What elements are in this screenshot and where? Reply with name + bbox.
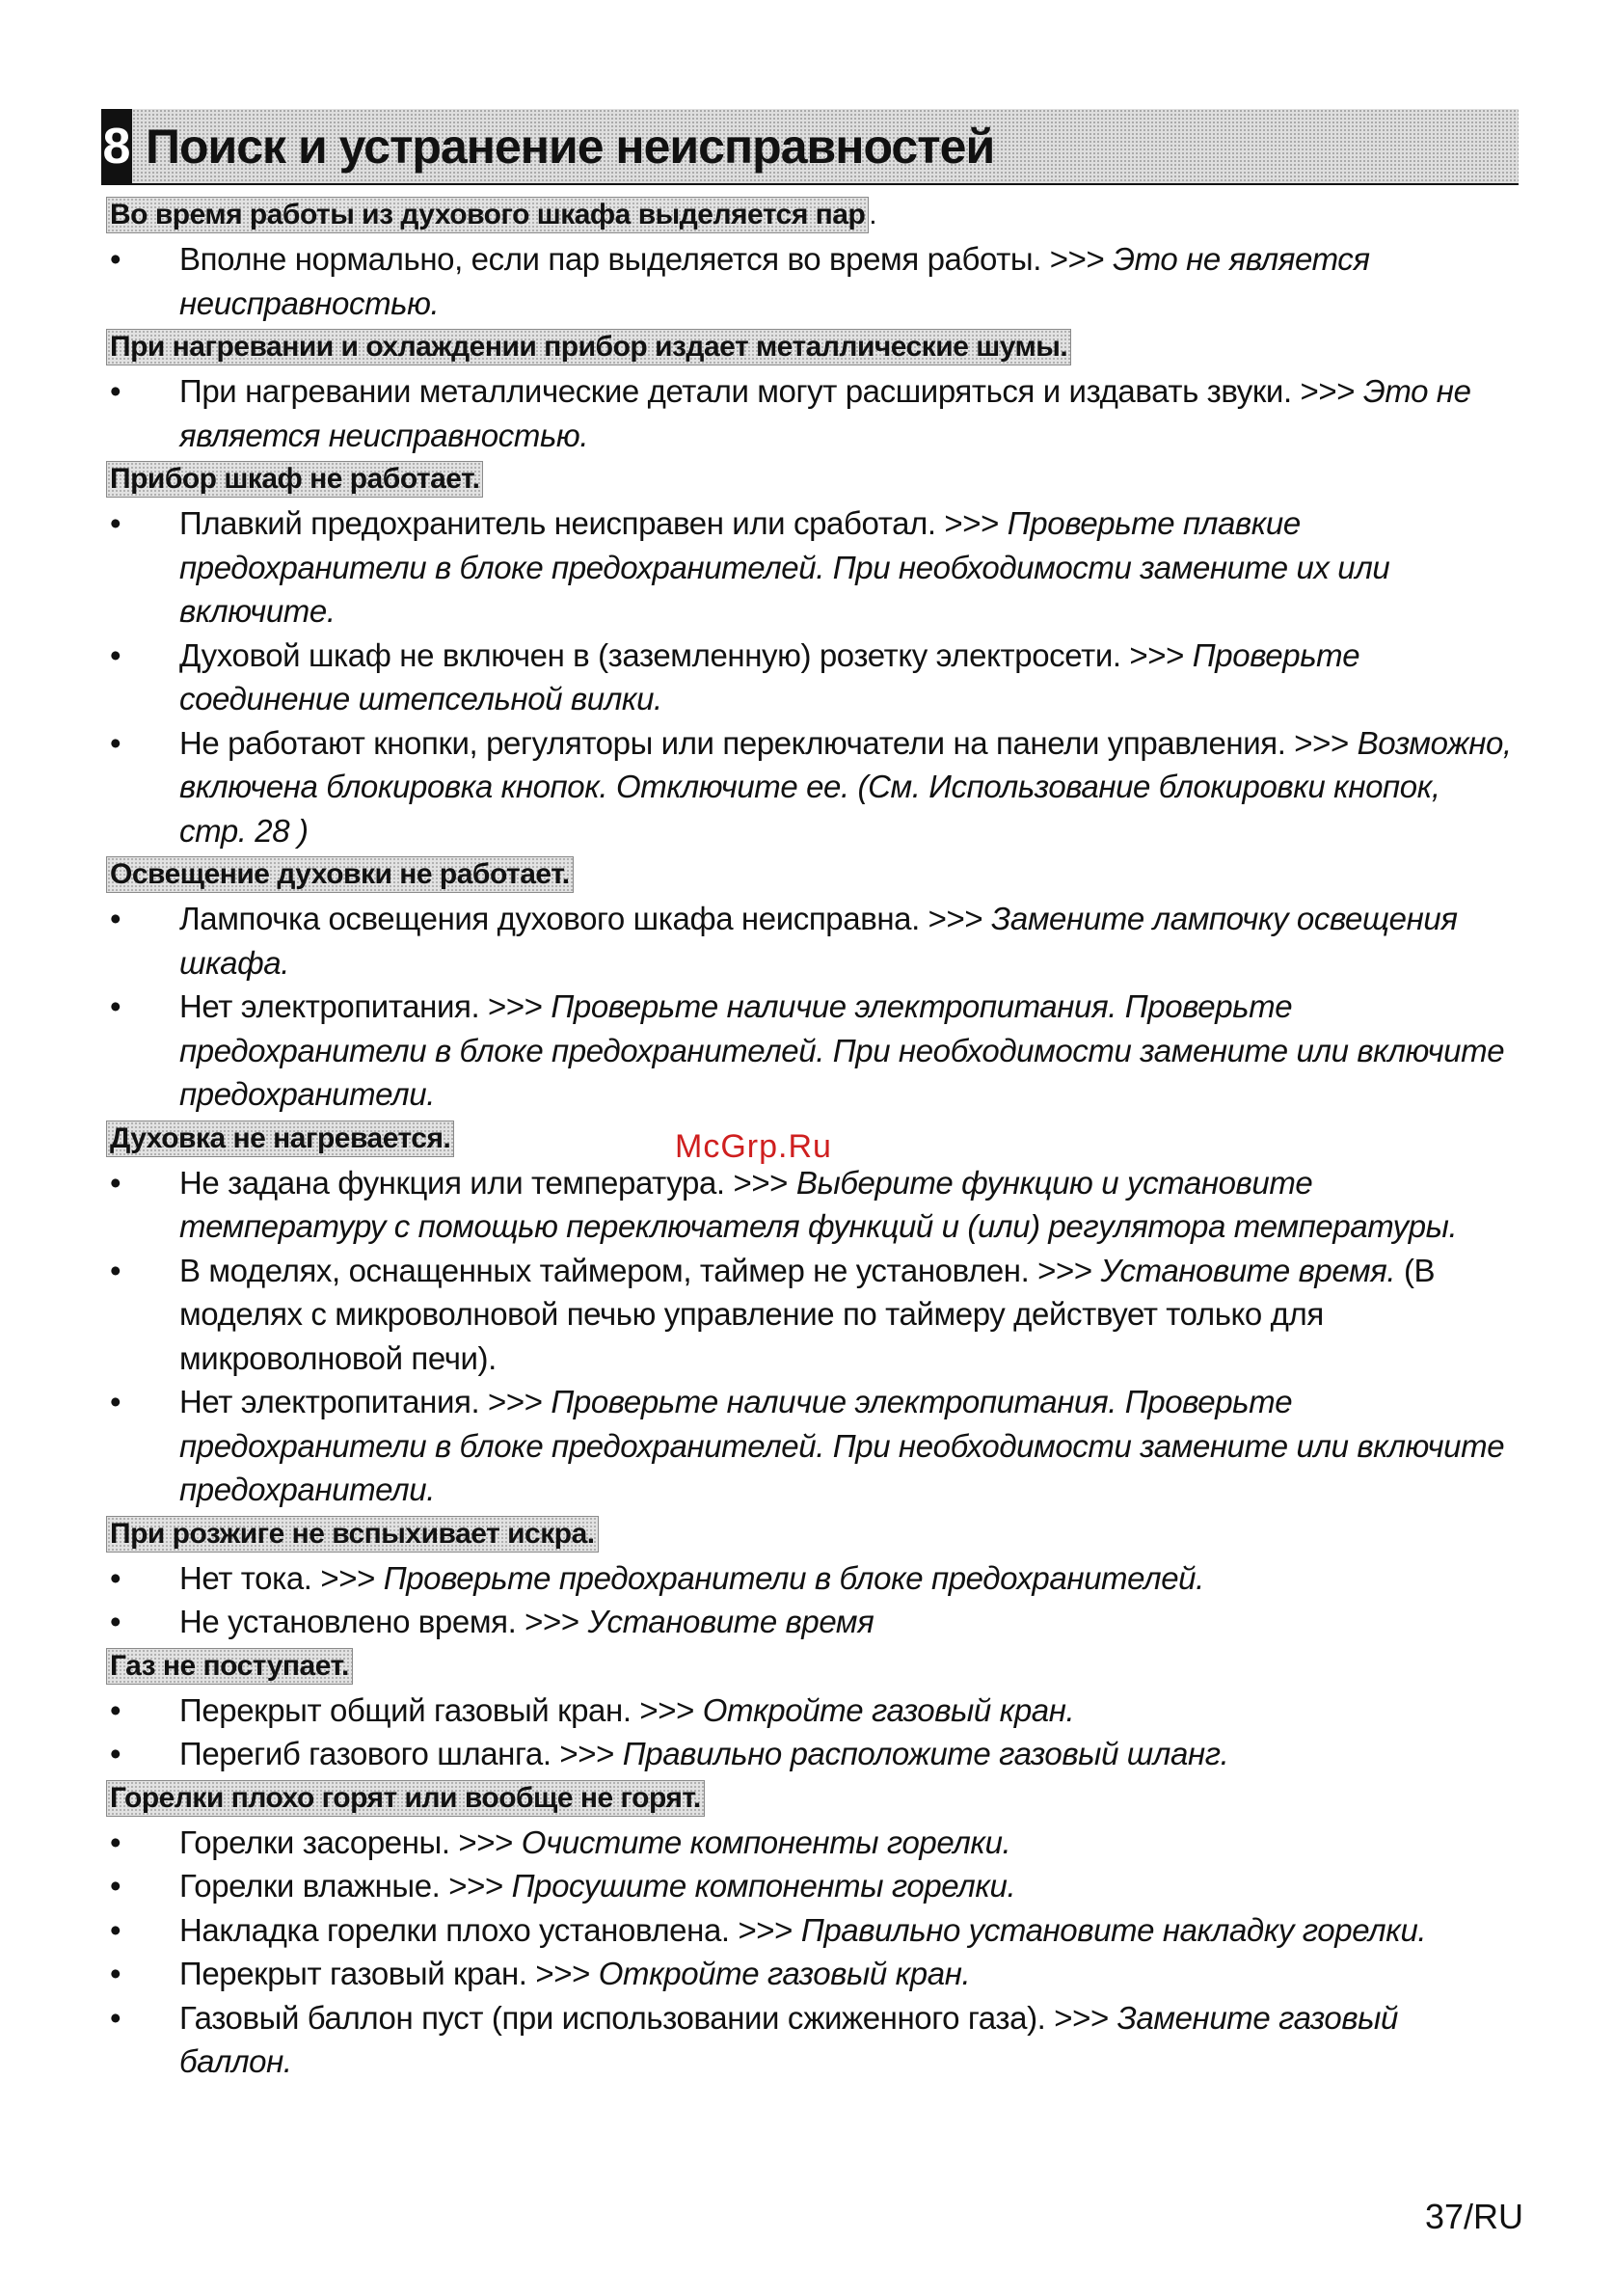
bullet-icon: • xyxy=(110,1164,121,1201)
cause-text: Перекрыт газовый кран. >>> xyxy=(179,1956,599,1991)
solution-text: Установите время. xyxy=(1100,1252,1396,1288)
list-item xyxy=(106,897,1514,985)
item-text xyxy=(179,1952,1514,1996)
item-text xyxy=(179,897,1514,985)
solution-text: Проверьте соединение штепсельной вилки. xyxy=(179,636,1360,716)
cause-text: Газовый баллон пуст (при использовании сжиженного газа). >>> xyxy=(179,1999,1117,2036)
item-text xyxy=(179,721,1514,853)
item-text xyxy=(179,985,1514,1117)
watermark: McGrp.Ru xyxy=(675,1128,832,1165)
problem-label: При нагревании и охлаждении прибор издает металлические шумы. xyxy=(106,329,1071,365)
list-item xyxy=(106,634,1514,721)
bullet-icon: • xyxy=(110,1384,121,1419)
list-item xyxy=(106,1600,1514,1644)
problem-section xyxy=(106,1776,1514,2084)
cause-text: При нагревании металлические детали могут расширяться и издавать звуки. >>> xyxy=(179,373,1363,409)
cause-text: В моделях, оснащенных таймером, таймер не установлен. >>> xyxy=(179,1252,1101,1288)
problem-suffix: . xyxy=(869,199,877,230)
item-text xyxy=(179,237,1514,325)
bullet-icon: • xyxy=(110,988,121,1024)
problem-section xyxy=(106,1644,1514,1776)
cause-text: Не установлено время. >>> xyxy=(179,1604,588,1639)
cause-text: Накладка горелки плохо установлена. >>> xyxy=(179,1911,801,1948)
bullet-icon: • xyxy=(110,1604,121,1639)
solution-text: Возможно, включена блокировка кнопок. Отключите ее. (См. Использование блокировки кнопок, стр. 28 ) xyxy=(179,724,1512,849)
bullet-icon: • xyxy=(110,724,121,761)
solution-text: Откройте газовый кран. xyxy=(702,1691,1075,1728)
problem-label: Во время работы из духового шкафа выделяется пар xyxy=(106,197,869,233)
problem-section xyxy=(106,325,1514,457)
solution-text: Очистите компоненты горелки. xyxy=(521,1823,1011,1860)
solution-text: Проверьте плавкие предохранители в блоке предохранителей. При необходимости замените их или включите. xyxy=(179,505,1390,629)
problem-heading xyxy=(106,457,1514,501)
list-item xyxy=(106,1864,1514,1908)
list-item xyxy=(106,1249,1514,1381)
problem-heading xyxy=(106,852,1514,897)
item-text xyxy=(179,1996,1514,2084)
bullet-icon: • xyxy=(110,373,121,409)
item-text xyxy=(179,1161,1514,1249)
list-item xyxy=(106,1952,1514,1996)
item-text xyxy=(179,1908,1514,1953)
cause-text: Плавкий предохранитель неисправен или сработал. >>> xyxy=(179,505,1008,541)
bullet-icon: • xyxy=(110,1823,121,1860)
solution-text: Проверьте наличие электропитания. Проверьте предохранители в блоке предохранителей. При необходимости замените или включите предохранители. xyxy=(179,988,1505,1112)
problem-heading xyxy=(106,193,1514,237)
bullet-icon: • xyxy=(110,1911,121,1948)
cause-text: Нет электропитания. >>> xyxy=(179,988,551,1024)
item-text xyxy=(179,1732,1514,1776)
item-text xyxy=(179,1556,1514,1601)
list-item xyxy=(106,1996,1514,2084)
list-item xyxy=(106,1161,1514,1249)
item-text xyxy=(179,1821,1514,1865)
solution-text: Просушите компоненты горелки. xyxy=(511,1868,1016,1904)
bullet-icon: • xyxy=(110,1691,121,1728)
problem-label: Газ не поступает. xyxy=(106,1648,353,1685)
note-text: (В моделях с микроволновой печью управление по таймеру действует только для микроволновой печи). xyxy=(179,1252,1436,1376)
item-text xyxy=(179,1380,1514,1512)
solution-text: Правильно установите накладку горелки. xyxy=(800,1911,1427,1948)
list-item xyxy=(106,1821,1514,1865)
bullet-icon: • xyxy=(110,1999,121,2036)
solution-text: Проверьте наличие электропитания. Проверьте предохранители в блоке предохранителей. При необходимости замените или включите предохранители. xyxy=(179,1384,1505,1507)
solution-text: Это не является неисправностью. xyxy=(179,373,1471,453)
cause-text: Перекрыт общий газовый кран. >>> xyxy=(179,1691,703,1728)
cause-text: Вполне нормально, если пар выделяется во время работы. >>> xyxy=(179,241,1114,277)
cause-text: Нет тока. >>> xyxy=(179,1559,384,1596)
bullet-icon: • xyxy=(110,1868,121,1904)
problem-heading xyxy=(106,1512,1514,1556)
cause-text: Горелки влажные. >>> xyxy=(179,1868,512,1904)
solution-text: Установите время xyxy=(587,1604,874,1639)
bullet-icon: • xyxy=(110,505,121,541)
bullet-icon: • xyxy=(110,1956,121,1991)
cause-text: Духовой шкаф не включен в (заземленную) розетку электросети. >>> xyxy=(179,636,1193,673)
solution-text: Это не является неисправностью. xyxy=(179,241,1370,321)
cause-text: Нет электропитания. >>> xyxy=(179,1384,551,1419)
cause-text: Перегиб газового шланга. >>> xyxy=(179,1736,623,1771)
list-item xyxy=(106,1380,1514,1512)
cause-text: Лампочка освещения духового шкафа неисправна. >>> xyxy=(179,901,992,936)
solution-text: Проверьте предохранители в блоке предохранителей. xyxy=(383,1559,1204,1596)
item-text xyxy=(179,369,1514,457)
problem-section xyxy=(106,457,1514,852)
problem-label: Освещение духовки не работает. xyxy=(106,856,574,893)
solution-text: Выберите функцию и установите температуру с помощью переключателя функций и (или) регулятора температуры. xyxy=(179,1164,1458,1244)
bullet-icon: • xyxy=(110,901,121,936)
solution-text: Откройте газовый кран. xyxy=(598,1956,971,1991)
chapter-number: 8 xyxy=(101,109,132,183)
item-text xyxy=(179,501,1514,634)
bullet-icon: • xyxy=(110,1559,121,1596)
problem-section xyxy=(106,852,1514,1117)
problem-heading xyxy=(106,1776,1514,1821)
item-text xyxy=(179,634,1514,721)
page-number: 37/RU xyxy=(1425,2197,1524,2236)
bullet-icon: • xyxy=(110,636,121,673)
problem-label: Прибор шкаф не работает. xyxy=(106,461,483,498)
list-item xyxy=(106,1732,1514,1776)
cause-text: Не задана функция или температура. >>> xyxy=(179,1164,796,1201)
problem-section xyxy=(106,1117,1514,1512)
problem-section xyxy=(106,193,1514,325)
chapter-title: Поиск и устранение неисправностей xyxy=(146,119,995,174)
list-item xyxy=(106,237,1514,325)
cause-text: Не работают кнопки, регуляторы или переключатели на панели управления. >>> xyxy=(179,724,1358,761)
list-item xyxy=(106,501,1514,634)
list-item xyxy=(106,1908,1514,1953)
problem-section xyxy=(106,1512,1514,1644)
list-item xyxy=(106,985,1514,1117)
solution-text: Правильно расположите газовый шланг. xyxy=(622,1736,1229,1771)
problem-label: При розжиге не вспыхивает искра. xyxy=(106,1516,599,1553)
solution-text: Замените лампочку освещения шкафа. xyxy=(179,901,1458,981)
list-item xyxy=(106,1556,1514,1601)
problem-label: Духовка не нагревается. xyxy=(106,1121,454,1157)
bullet-icon: • xyxy=(110,241,121,277)
item-text xyxy=(179,1249,1514,1381)
item-text xyxy=(179,1600,1514,1644)
cause-text: Горелки засорены. >>> xyxy=(179,1823,522,1860)
list-item xyxy=(106,721,1514,853)
chapter-header xyxy=(101,109,1519,185)
problem-label: Горелки плохо горят или вообще не горят. xyxy=(106,1780,705,1817)
list-item xyxy=(106,1688,1514,1733)
solution-text: Замените газовый баллон. xyxy=(179,1999,1398,2079)
bullet-icon: • xyxy=(110,1736,121,1771)
item-text xyxy=(179,1688,1514,1733)
bullet-icon: • xyxy=(110,1252,121,1288)
problem-heading xyxy=(106,325,1514,369)
list-item xyxy=(106,369,1514,457)
item-text xyxy=(179,1864,1514,1908)
problem-heading xyxy=(106,1644,1514,1688)
